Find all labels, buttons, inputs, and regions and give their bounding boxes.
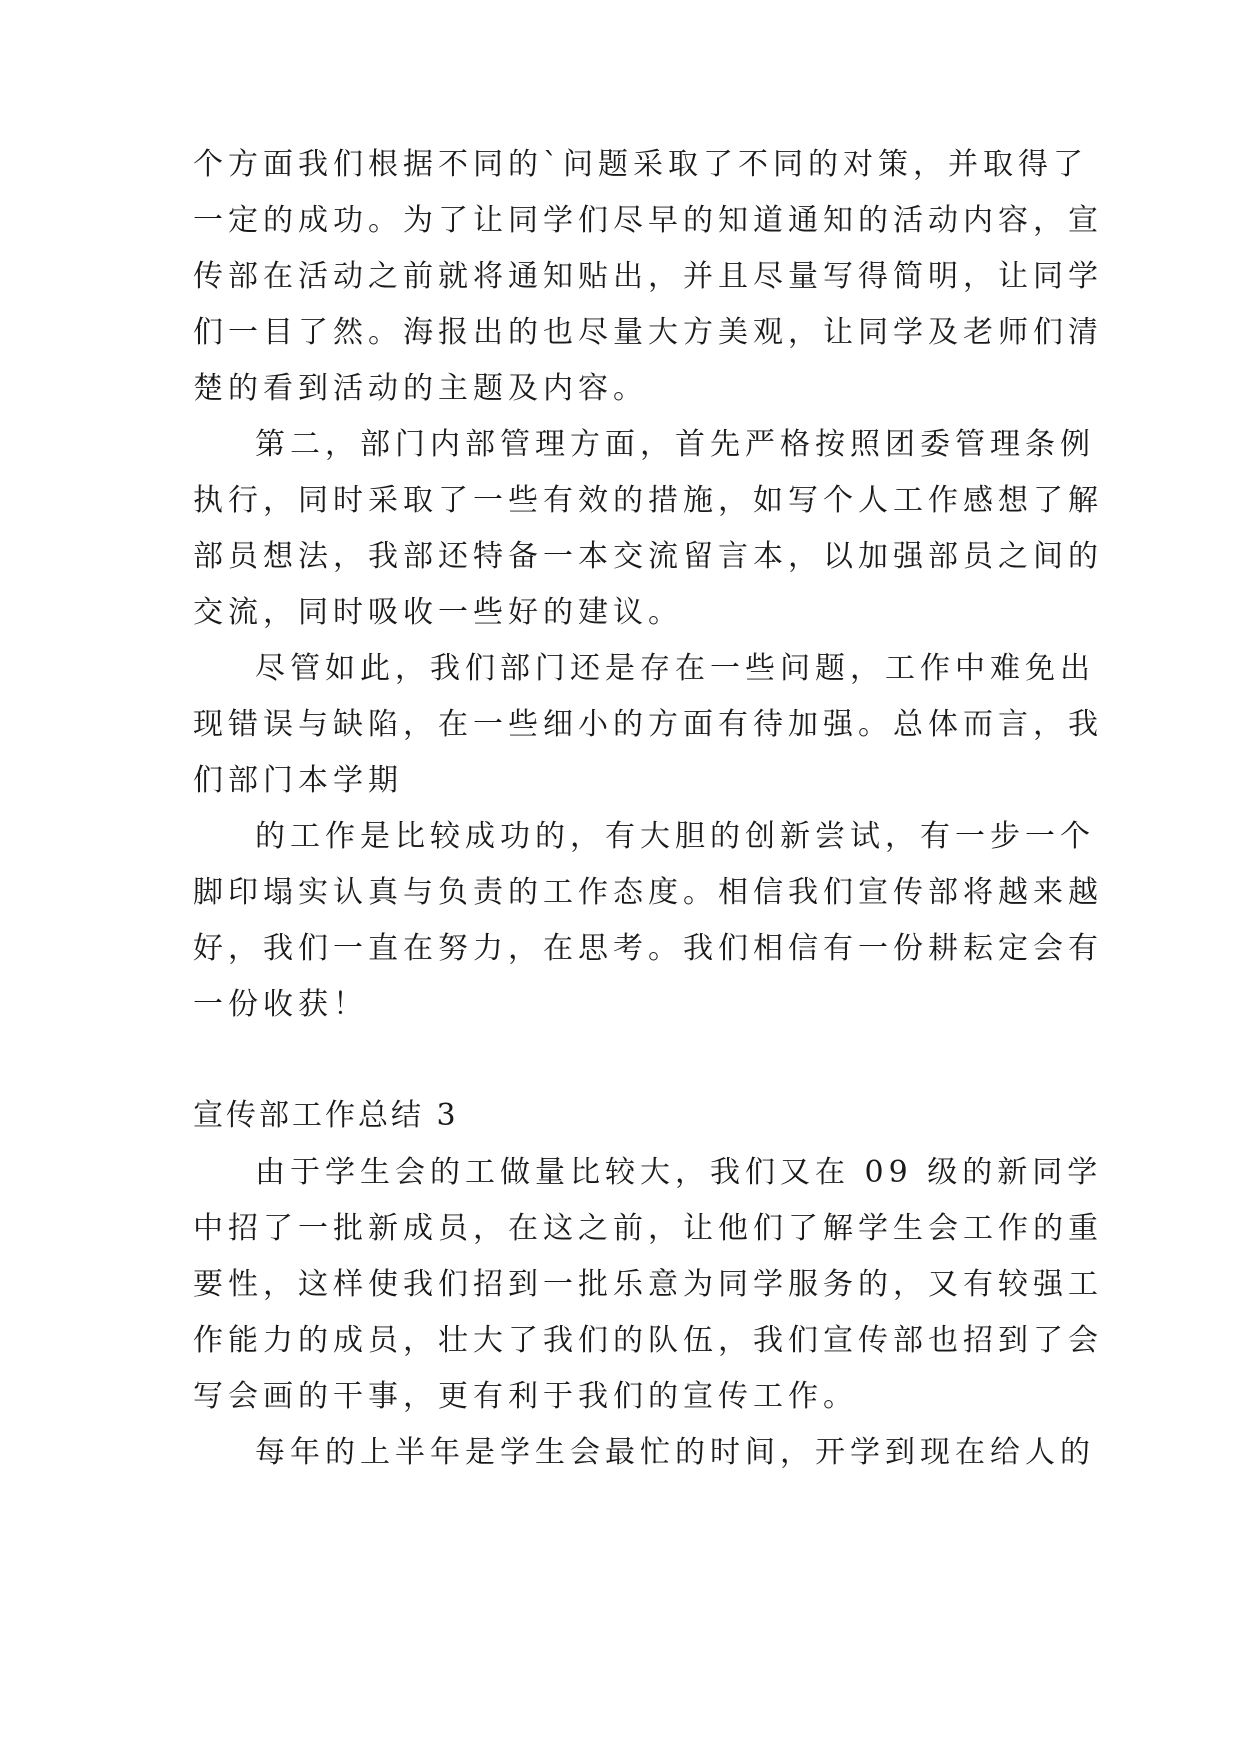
text-line: 一份收获！ — [193, 987, 368, 1022]
text-line: 第二，部门内部管理方面，首先严格按照团委管理条例 — [255, 427, 1095, 462]
text-line: 传部在活动之前就将通知贴出，并且尽量写得简明，让同学 — [193, 259, 1103, 294]
text-line: 交流，同时吸收一些好的建议。 — [193, 595, 683, 630]
text-line: 楚的看到活动的主题及内容。 — [193, 371, 648, 406]
text-line: 一定的成功。为了让同学们尽早的知道通知的活动内容，宣 — [193, 203, 1103, 238]
text-line: 执行，同时采取了一些有效的措施，如写个人工作感想了解 — [193, 483, 1103, 518]
text-line: 的工作是比较成功的，有大胆的创新尝试，有一步一个 — [255, 819, 1095, 854]
text-line: 好，我们一直在努力，在思考。我们相信有一份耕耘定会有 — [193, 931, 1103, 966]
section-heading: 宣传部工作总结 3 — [193, 1098, 459, 1133]
text-line: 作能力的成员，壮大了我们的队伍，我们宣传部也招到了会 — [193, 1323, 1103, 1358]
text-line: 中招了一批新成员，在这之前，让他们了解学生会工作的重 — [193, 1211, 1103, 1246]
text-line: 个方面我们根据不同的`问题采取了不同的对策，并取得了 — [193, 147, 1088, 182]
text-line: 们一目了然。海报出的也尽量大方美观，让同学及老师们清 — [193, 315, 1103, 350]
text-line: 现错误与缺陷，在一些细小的方面有待加强。总体而言，我 — [193, 707, 1103, 742]
text-line: 脚印塌实认真与负责的工作态度。相信我们宣传部将越来越 — [193, 875, 1103, 910]
text-line: 由于学生会的工做量比较大，我们又在 09 级的新同学 — [255, 1155, 1103, 1190]
text-line: 尽管如此，我们部门还是存在一些问题，工作中难免出 — [255, 651, 1095, 686]
text-line: 写会画的干事，更有利于我们的宣传工作。 — [193, 1379, 858, 1414]
text-line: 们部门本学期 — [193, 763, 403, 798]
text-line: 要性，这样使我们招到一批乐意为同学服务的，又有较强工 — [193, 1267, 1103, 1302]
text-line: 每年的上半年是学生会最忙的时间，开学到现在给人的 — [255, 1435, 1095, 1470]
text-line: 部员想法，我部还特备一本交流留言本，以加强部员之间的 — [193, 539, 1103, 574]
